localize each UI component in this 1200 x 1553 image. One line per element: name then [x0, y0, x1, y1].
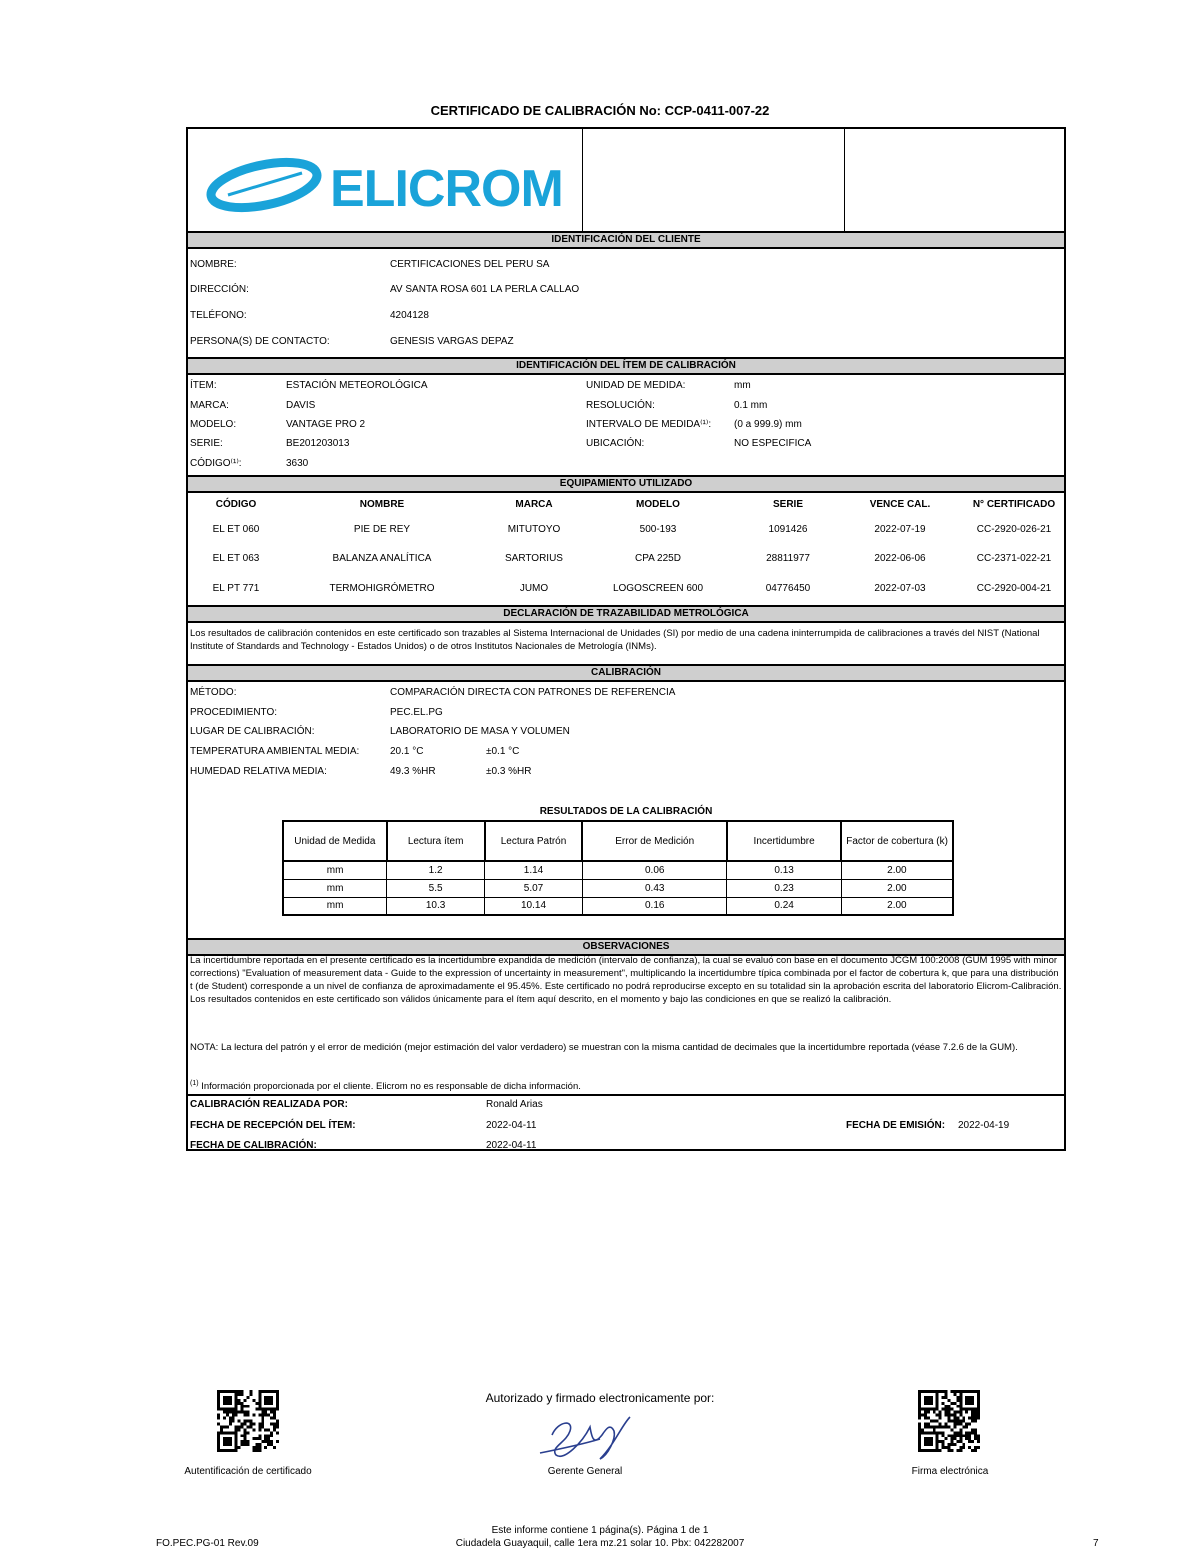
performed-by-value: Ronald Arias: [486, 1099, 543, 1110]
item-field-label: ÍTEM:: [190, 380, 217, 391]
item-field-label: MODELO:: [190, 419, 237, 430]
calibration-field-value: 49.3 %HR: [390, 766, 436, 777]
item-field-value: (0 a 999.9) mm: [734, 419, 802, 430]
client-field-value: CERTIFICACIONES DEL PERU SA: [390, 259, 550, 270]
calibration-date-value: 2022-04-11: [486, 1140, 537, 1151]
issue-date-value: 2022-04-19: [958, 1120, 1010, 1131]
client-field-label: DIRECCIÓN:: [190, 284, 249, 295]
item-field-value: BE201203013: [286, 438, 350, 449]
results-cell: 5.5: [387, 879, 485, 897]
calibration-field-label: TEMPERATURA AMBIENTAL MEDIA:: [190, 746, 360, 757]
results-title: RESULTADOS DE LA CALIBRACIÓN: [539, 806, 713, 817]
item-field-value: DAVIS: [286, 400, 316, 411]
electronic-signature-qr-code[interactable]: [918, 1390, 980, 1452]
client-section-header: IDENTIFICACIÓN DEL CLIENTE: [188, 231, 1064, 249]
item-field-value: ESTACIÓN METEOROLÓGICA: [286, 380, 428, 391]
results-row: [283, 879, 953, 897]
calibration-field-label: PROCEDIMIENTO:: [190, 707, 278, 718]
esign-caption: Firma electrónica: [911, 1466, 989, 1477]
item-field-label: SERIE:: [190, 438, 223, 449]
calibration-field-label: LUGAR DE CALIBRACIÓN:: [190, 726, 315, 737]
equipment-cell: EL PT 771: [212, 583, 260, 594]
calibration-field-label: MÉTODO:: [190, 687, 237, 698]
results-cell: 1.14: [485, 861, 583, 879]
client-field-value: AV SANTA ROSA 601 LA PERLA CALLAO: [390, 284, 580, 295]
results-cell: mm: [283, 897, 387, 915]
results-column-header: Lectura ítem: [387, 821, 485, 861]
results-column-header: Factor de cobertura (k): [841, 821, 953, 861]
results-cell: 2.00: [841, 861, 953, 879]
performed-by-label: CALIBRACIÓN REALIZADA POR:: [190, 1099, 348, 1110]
calibration-field-value: LABORATORIO DE MASA Y VOLUMEN: [390, 726, 570, 737]
calibration-date-label: FECHA DE CALIBRACIÓN:: [190, 1140, 317, 1151]
certificate-frame: [186, 127, 1066, 1151]
form-code: FO.PEC.PG-01 Rev.09: [156, 1538, 259, 1549]
footnote-marker: (1): [190, 1080, 199, 1087]
authentication-qr-code[interactable]: [217, 1390, 279, 1452]
item-field-label: RESOLUCIÓN:: [586, 400, 655, 411]
reception-date-value: 2022-04-11: [486, 1120, 537, 1131]
equipment-section-header: EQUIPAMIENTO UTILIZADO: [188, 475, 1064, 493]
equipment-cell: EL ET 063: [212, 553, 260, 564]
results-column-header: Incertidumbre: [727, 821, 841, 861]
results-cell: 0.24: [727, 897, 841, 915]
results-row: [283, 897, 953, 915]
calibration-field-uncertainty: ±0.1 °C: [486, 746, 520, 757]
calibration-field-value: 20.1 °C: [390, 746, 424, 757]
item-section-header: IDENTIFICACIÓN DEL ÍTEM DE CALIBRACIÓN: [188, 357, 1064, 375]
equipment-column-header: MODELO: [636, 499, 680, 510]
equipment-column-header: SERIE: [772, 499, 803, 510]
results-cell: 0.23: [727, 879, 841, 897]
client-field-label: NOMBRE:: [190, 259, 237, 270]
calibration-field-value: COMPARACIÓN DIRECTA CON PATRONES DE REFERENCIA: [390, 687, 676, 698]
equipment-cell: CC-2920-004-21: [976, 583, 1052, 594]
equipment-cell: 1091426: [768, 524, 808, 535]
equipment-cell: 2022-07-03: [874, 583, 926, 594]
client-field-value: 4204128: [390, 310, 429, 321]
observations-client-note: [190, 1077, 1062, 1093]
results-cell: 1.2: [387, 861, 485, 879]
signature-image: [530, 1405, 650, 1465]
results-cell: 10.3: [387, 897, 485, 915]
item-field-label: MARCA:: [190, 400, 229, 411]
item-field-value: 3630: [286, 458, 309, 469]
role-caption: Gerente General: [547, 1466, 623, 1477]
item-field-value: NO ESPECIFICA: [734, 438, 812, 449]
elicrom-logo: [202, 149, 572, 219]
item-field-label: UBICACIÓN:: [586, 438, 645, 449]
results-column-header: Unidad de Medida: [283, 821, 387, 861]
item-field-value: 0.1 mm: [734, 400, 768, 411]
issue-date-label: FECHA DE EMISIÓN:: [846, 1120, 946, 1131]
results-cell: mm: [283, 861, 387, 879]
observations-paragraph: La incertidumbre reportada en el presente certificado es la incertidumbre expandida de medición (intervalo de confianza), la cual se evaluó con base en el documento JCGM 100:2008 (GUM 1995 with minor corrections) "Evaluation of measurement data - Guide to the expression of uncertainty in measurement", multiplicando la incertidumbre típica combinada por el factor de cobertura k, que para una distribución t (de Student) corresponde a un nivel de confianza de aproximadamente el 95.45%. Este certificado no podrá reproducirse excepto en su totalidad sin la aprobación escrita del laboratorio Elicrom-Calibración. Los resultados contenidos en este certificado son válidos únicamente para el ítem aquí descrito, en el momento y bajo las condiciones en que se realizó la calibración.: [190, 955, 1062, 1005]
calibration-field-uncertainty: ±0.3 %HR: [486, 766, 532, 777]
reception-date-label: FECHA DE RECEPCIÓN DEL ÍTEM:: [190, 1120, 356, 1131]
equipment-cell: 28811977: [766, 553, 810, 564]
observations-client-note-text: Información proporcionada por el cliente. Elicrom no es responsable de dicha información.: [201, 1081, 581, 1093]
results-cell: 0.06: [582, 861, 727, 879]
equipment-cell: 2022-07-19: [874, 524, 926, 535]
equipment-cell: MITUTOYO: [507, 524, 561, 535]
results-cell: mm: [283, 879, 387, 897]
logo-text: ELICROM: [330, 160, 563, 218]
equipment-cell: CPA 225D: [635, 553, 681, 564]
results-column-header: Error de Medición: [582, 821, 727, 861]
authentication-caption: Autentificación de certificado: [184, 1466, 312, 1477]
equipment-cell: CC-2371-022-21: [976, 553, 1052, 564]
equipment-cell: BALANZA ANALÍTICA: [332, 553, 432, 564]
equipment-column-header: NOMBRE: [359, 499, 405, 510]
equipment-cell: EL ET 060: [212, 524, 260, 535]
calibration-section-header: CALIBRACIÓN: [188, 664, 1064, 682]
observations-section-header: OBSERVACIONES: [188, 938, 1064, 956]
page-number: 7: [1093, 1538, 1099, 1549]
calibration-field-value: PEC.EL.PG: [390, 707, 443, 718]
results-row: [283, 861, 953, 879]
client-field-label: PERSONA(S) DE CONTACTO:: [190, 336, 330, 347]
equipment-cell: SARTORIUS: [505, 553, 563, 564]
results-cell: 0.16: [582, 897, 727, 915]
equipment-column-header: CÓDIGO: [215, 499, 257, 510]
item-field-label: CÓDIGO⁽¹⁾:: [190, 458, 242, 469]
results-cell: 0.43: [582, 879, 727, 897]
equipment-cell: CC-2920-026-21: [976, 524, 1052, 535]
results-table: [282, 820, 954, 916]
item-field-label: UNIDAD DE MEDIDA:: [586, 380, 686, 391]
results-cell: 5.07: [485, 879, 583, 897]
equipment-cell: 500-193: [639, 524, 677, 535]
equipment-cell: LOGOSCREEN 600: [612, 583, 704, 594]
observations-note: NOTA: La lectura del patrón y el error de medición (mejor estimación del valor verdadero) se muestran con la misma cantidad de decimales que la incertidumbre reportada (véase 7.2.6 de la GUM).: [190, 1042, 1018, 1053]
results-column-header: Lectura Patrón: [485, 821, 583, 861]
results-cell: 0.13: [727, 861, 841, 879]
signed-by-text: Autorizado y firmado electronicamente por:: [485, 1391, 715, 1405]
equipment-cell: PIE DE REY: [353, 524, 411, 535]
traceability-section-header: DECLARACIÓN DE TRAZABILIDAD METROLÓGICA: [188, 605, 1064, 623]
item-field-value: VANTAGE PRO 2: [286, 419, 366, 430]
equipment-cell: 04776450: [765, 583, 811, 594]
equipment-cell: JUMO: [519, 583, 549, 594]
equipment-column-header: VENCE CAL.: [869, 499, 931, 510]
item-field-label: INTERVALO DE MEDIDA⁽¹⁾:: [586, 419, 712, 430]
address-info: Ciudadela Guayaquil, calle 1era mz.21 solar 10. Pbx: 042282007: [455, 1538, 745, 1549]
item-field-value: mm: [734, 380, 751, 391]
client-field-value: GENESIS VARGAS DEPAZ: [390, 336, 514, 347]
client-field-label: TELÉFONO:: [190, 310, 247, 321]
certificate-title: CERTIFICADO DE CALIBRACIÓN No: CCP-0411-007-22: [430, 103, 770, 118]
results-cell: 10.14: [485, 897, 583, 915]
equipment-cell: 2022-06-06: [874, 553, 926, 564]
results-cell: 2.00: [841, 897, 953, 915]
calibration-field-label: HUMEDAD RELATIVA MEDIA:: [190, 766, 327, 777]
traceability-text: Los resultados de calibración contenidos en este certificado son trazables al Sistema Internacional de Unidades (SI) por medio de una cadena ininterrumpida de calibraciones a través del NIST (National Institute of Standards and Technology - Estados Unidos) o de otros Institutos Nacionales de Metrología (INMs).: [190, 628, 1040, 652]
equipment-column-header: MARCA: [515, 499, 553, 510]
results-cell: 2.00: [841, 879, 953, 897]
equipment-cell: TERMOHIGRÓMETRO: [329, 583, 435, 594]
equipment-column-header: N° CERTIFICADO: [972, 499, 1056, 510]
pages-info: Este informe contiene 1 página(s). Página 1 de 1: [491, 1525, 709, 1536]
